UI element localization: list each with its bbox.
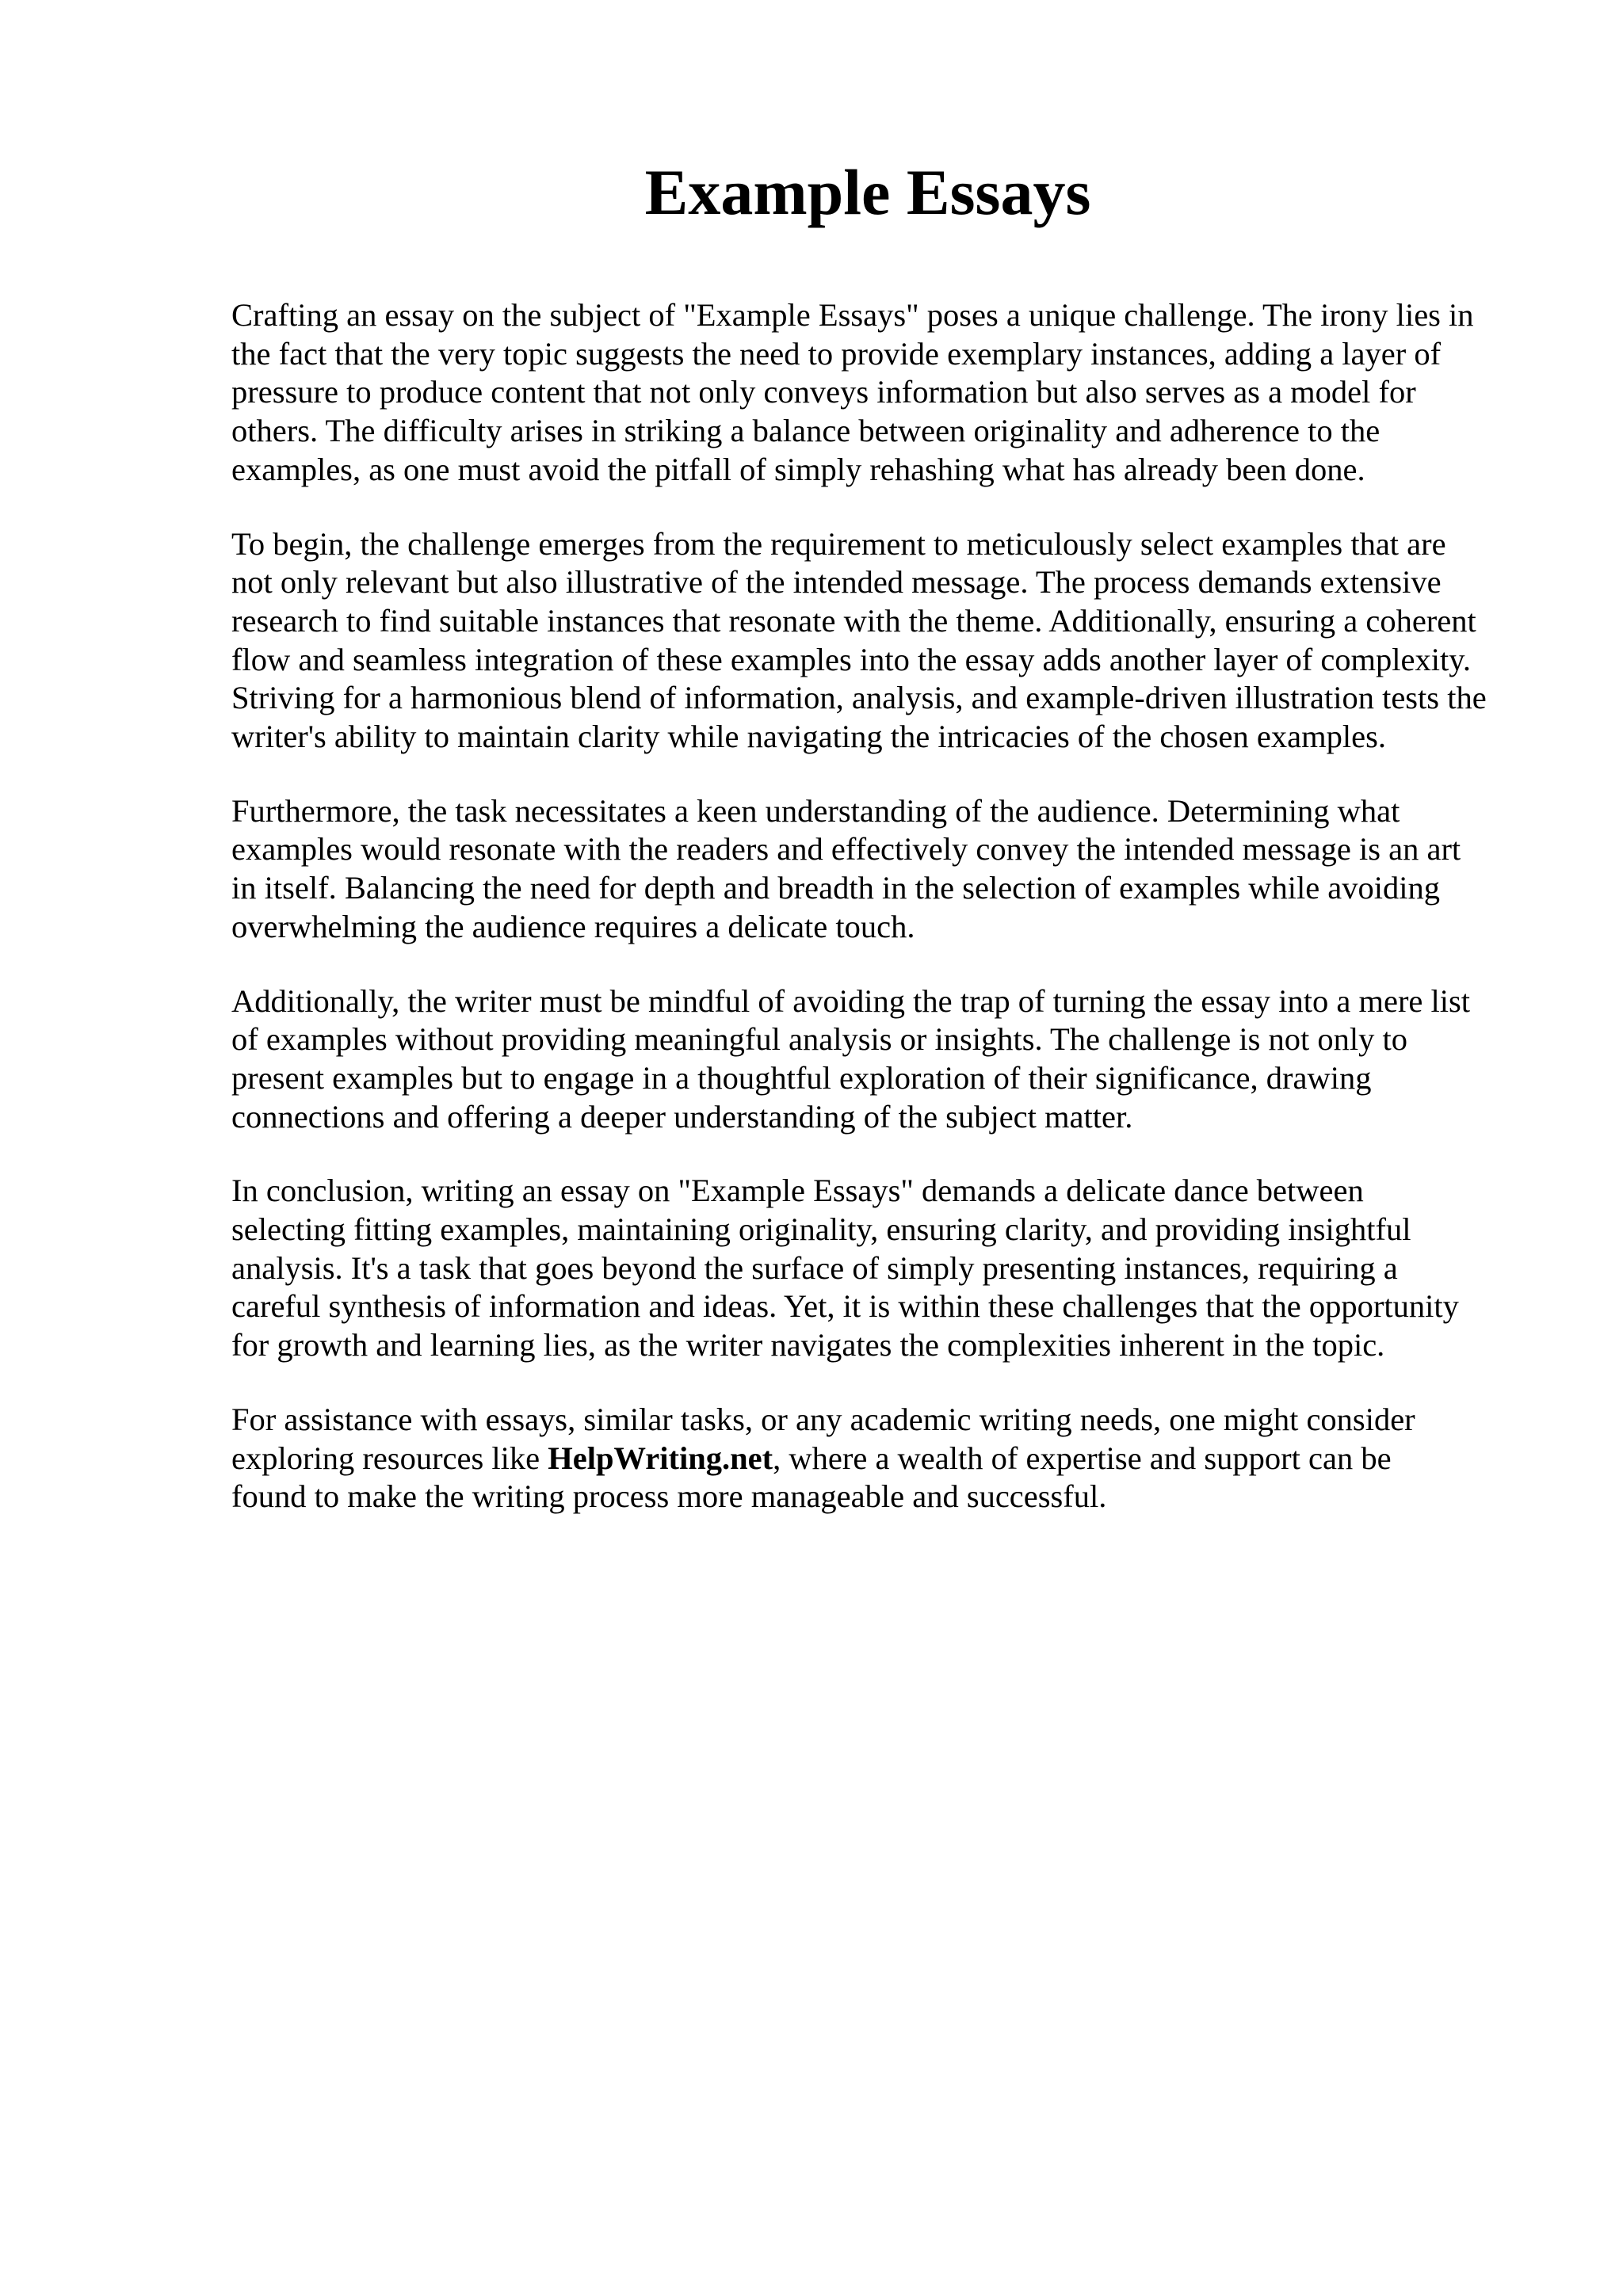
paragraph-4 (231, 982, 1531, 1137)
paragraph-line: careful synthesis of information and ideas. Yet, it is within these challenges that the opportunity (231, 1288, 1459, 1325)
paragraph-line: for growth and learning lies, as the writer navigates the complexities inherent in the topic. (231, 1327, 1385, 1363)
paragraph-line: research to find suitable instances that resonate with the theme. Additionally, ensuring a coherent (231, 602, 1476, 639)
paragraph-line: connections and offering a deeper understanding of the subject matter. (231, 1098, 1133, 1135)
paragraph-line: writer's ability to maintain clarity while navigating the intricacies of the chosen examples. (231, 719, 1386, 755)
paragraph-line: To begin, the challenge emerges from the requirement to meticulously select examples that are (231, 525, 1446, 562)
paragraph-1 (231, 296, 1531, 490)
paragraph-line: the fact that the very topic suggests the need to provide exemplary instances, adding a layer of (231, 335, 1442, 372)
paragraph-line: In conclusion, writing an essay on "Example Essays" demands a delicate dance between (231, 1173, 1364, 1209)
paragraph-line: found to make the writing process more manageable and successful. (231, 1478, 1107, 1515)
document-title: Example Essays (644, 156, 1091, 228)
closing-text-before-link: exploring resources like (231, 1440, 548, 1476)
paragraph-line: Additionally, the writer must be mindful of avoiding the trap of turning the essay into a mere list (231, 982, 1471, 1019)
paragraph-line: of examples without providing meaningful analysis or insights. The challenge is not only to (231, 1021, 1408, 1058)
paragraph-line: For assistance with essays, similar tasks, or any academic writing needs, one might consider (231, 1401, 1415, 1437)
paragraph-line: in itself. Balancing the need for depth and breadth in the selection of examples while avoiding (231, 870, 1441, 906)
paragraph-line: not only relevant but also illustrative of the intended message. The process demands extensive (231, 564, 1442, 601)
essay-body (231, 296, 1531, 1516)
closing-paragraph (231, 1401, 1531, 1516)
paragraph-line: selecting fitting examples, maintaining originality, ensuring clarity, and providing insightful (231, 1211, 1411, 1248)
paragraph-line: flow and seamless integration of these examples into the essay adds another layer of complexity. (231, 641, 1472, 677)
paragraph-line: overwhelming the audience requires a delicate touch. (231, 908, 915, 944)
paragraph-line: analysis. It's a task that goes beyond the surface of simply presenting instances, requiring a (231, 1249, 1398, 1286)
paragraph-line: Striving for a harmonious blend of information, analysis, and example-driven illustration tests the (231, 680, 1487, 716)
paragraph-line: pressure to produce content that not only conveys information but also serves as a model for (231, 374, 1416, 410)
paragraph-line: examples, as one must avoid the pitfall of simply rehashing what has already been done. (231, 451, 1365, 487)
helpwriting-link[interactable]: HelpWriting.net (548, 1440, 773, 1476)
paragraph-line: others. The difficulty arises in striking a balance between originality and adherence to the (231, 413, 1381, 449)
paragraph-line: Crafting an essay on the subject of "Example Essays" poses a unique challenge. The irony lies in (231, 297, 1474, 333)
paragraph-line: examples would resonate with the readers and effectively convey the intended message is an art (231, 831, 1461, 868)
paragraph-2 (231, 525, 1531, 757)
paragraph-line: Furthermore, the task necessitates a keen understanding of the audience. Determining what (231, 792, 1400, 829)
paragraph-5 (231, 1172, 1531, 1365)
closing-text-after-link: , where a wealth of expertise and support can be (773, 1440, 1392, 1476)
paragraph-line (231, 1440, 1531, 1478)
paragraph-line: present examples but to engage in a thoughtful exploration of their significance, drawing (231, 1059, 1372, 1096)
paragraph-3 (231, 792, 1531, 947)
